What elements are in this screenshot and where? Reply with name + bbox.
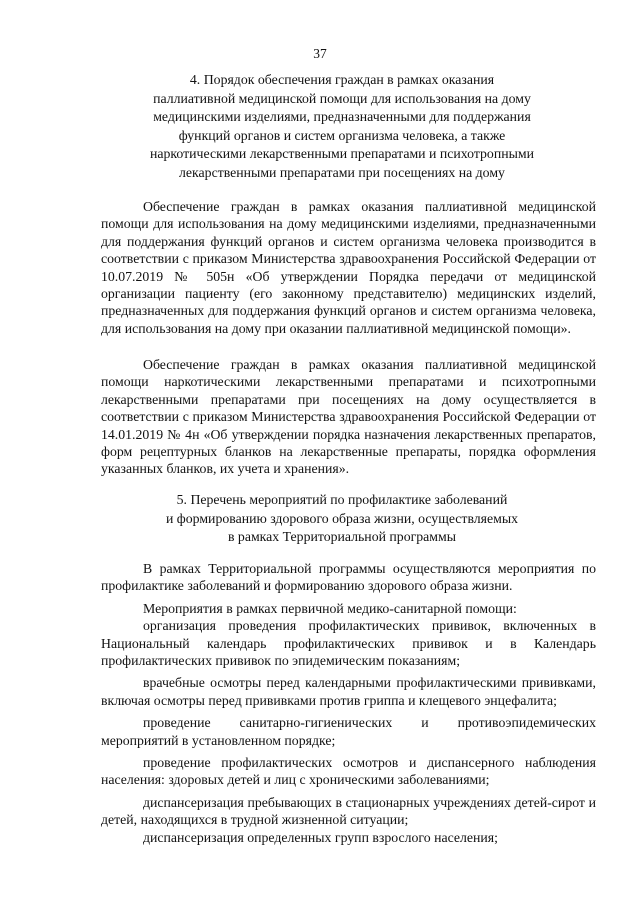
- heading-line: медицинскими изделиями, предназначенными для поддержания: [153, 109, 531, 125]
- section-4-paragraph: Обеспечение граждан в рамках оказания паллиативной медицинской помощи наркотическими лекарственными препаратами и психотропными лекарственными препаратами при посещениях на дому осуществляется в соответствии с приказом Министерства здравоохранения Российской Федерации от 14.01.2019 № 4н «Об утверждении порядка назначения лекарственных препаратов, форм рецептурных бланков на лекарственные препараты, порядка оформления указанных бланков, их учета и хранения».: [101, 357, 596, 477]
- heading-line: 5. Перечень мероприятий по профилактике заболеваний: [176, 492, 508, 507]
- section-5-paragraph: Мероприятия в рамках первичной медико-санитарной помощи:: [143, 600, 517, 616]
- section-4-heading: [100, 71, 584, 183]
- section-5-body: [101, 560, 596, 846]
- heading-line: и формированию здорового образа жизни, осуществляемых: [165, 510, 519, 526]
- list-item: проведение профилактических осмотров и диспансерного наблюдения населения: здоровых детей и лиц с хроническими заболеваниями;: [101, 755, 596, 788]
- heading-line: паллиативной медицинской помощи для использования на дому: [153, 90, 531, 106]
- heading-line: наркотическими лекарственными препаратами и психотропными: [150, 146, 534, 162]
- section-5-paragraph: В рамках Территориальной программы осуществляются мероприятия по профилактике заболеваний и формированию здорового образа жизни.: [101, 561, 596, 594]
- list-item: диспансеризация определенных групп взрослого населения;: [143, 829, 498, 845]
- heading-line: в рамках Территориальной программы: [227, 529, 457, 545]
- section-4-paragraph: Обеспечение граждан в рамках оказания паллиативной медицинской помощи для использования на дому медицинскими изделиями, предназначенными для поддержания функций органов и систем организма человека производится в соответствии с приказом Министерства здравоохранения Российской Федерации от 10.07.2019 № 505н «Об утверждении Порядка передачи от медицинской организации пациенту (его законному представителю) медицинских изделий, предназначенных для поддержания функций органов и систем организма человека, для использования на дому при оказании паллиативной медицинской помощи».: [101, 199, 596, 336]
- list-item: врачебные осмотры перед календарными профилактическими прививками, включая осмотры перед прививками против гриппа и клещевого энцефалита;: [101, 675, 596, 708]
- heading-line: функций органов и систем организма человека, а также: [178, 127, 506, 143]
- list-item: диспансеризация пребывающих в стационарных учреждениях детей-сирот и детей, находящихся в трудной жизненной ситуации;: [101, 794, 596, 828]
- section-5-heading: [100, 491, 584, 547]
- list-item: проведение санитарно-гигиенических и противоэпидемических мероприятий в установленном порядке;: [101, 715, 596, 748]
- heading-line: лекарственными препаратами при посещениях на дому: [179, 164, 505, 180]
- list-item: организация проведения профилактических прививок, включенных в Национальный календарь профилактических прививок и в Календарь профилактических прививок по эпидемическим показаниям;: [101, 618, 596, 669]
- heading-line: 4. Порядок обеспечения граждан в рамках оказания: [189, 72, 495, 87]
- page-number: 37: [313, 46, 327, 61]
